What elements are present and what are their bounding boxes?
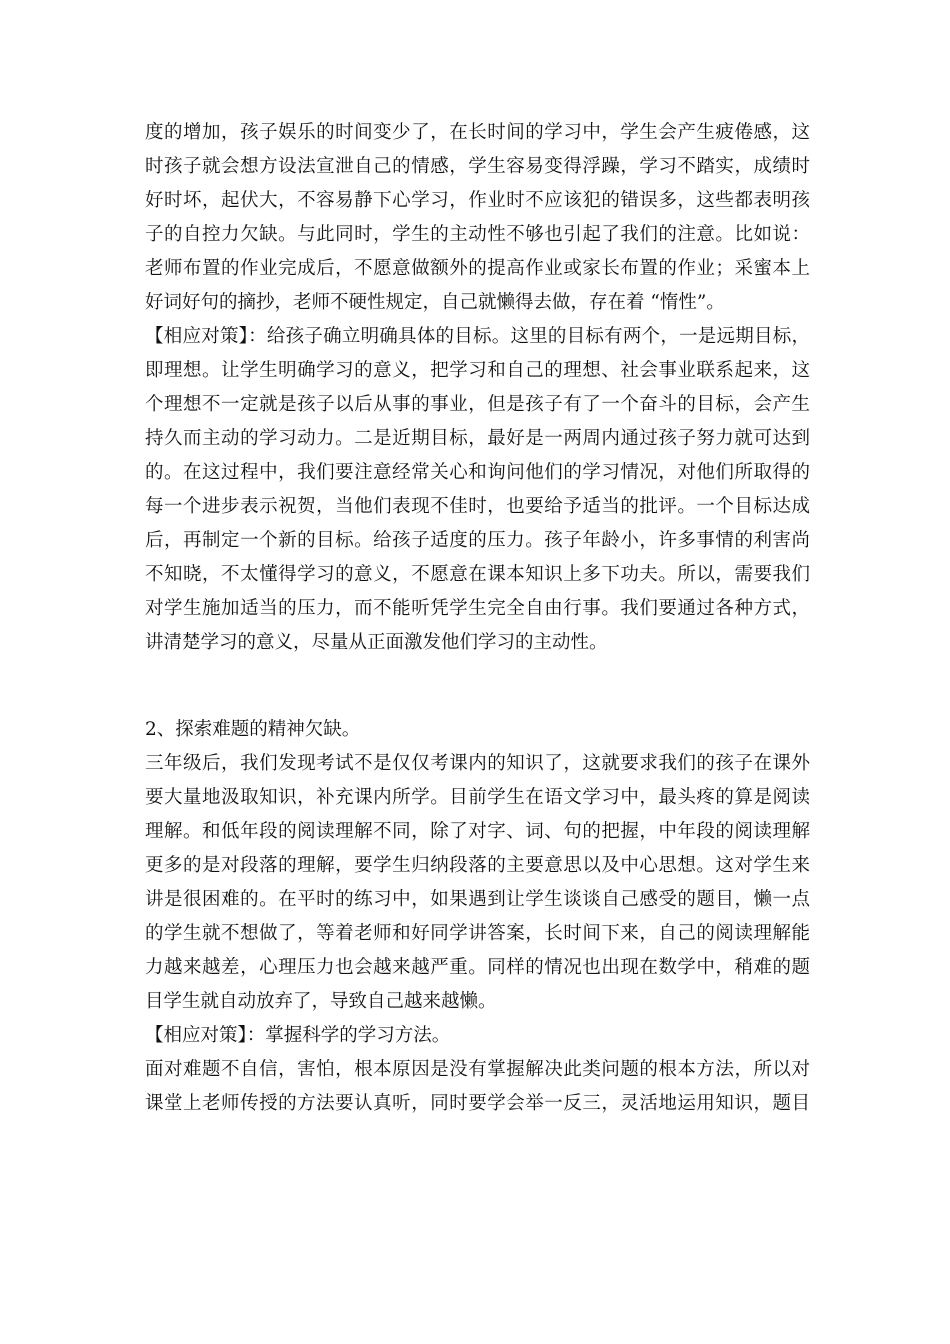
text-line: 个理想不一定就是孩子以后从事的事业，但是孩子有了一个奋斗的目标，会产生 — [145, 394, 810, 415]
text-line: 【相应对策】：给孩子确立明确具体的目标。这里的目标有两个，一是远期目标， — [145, 326, 810, 347]
paragraph-self-control — [145, 116, 810, 320]
text-line: 子的自控力欠缺。与此同时，学生的主动性不够也引起了我们的注意。比如说： — [145, 224, 810, 245]
text-line: 好词好句的摘抄，老师不硬性规定，自己就懒得去做，存在着 “惰性”。 — [145, 292, 725, 313]
text-line: 课堂上老师传授的方法要认真听，同时要学会举一反三，灵活地运用知识，题目 — [145, 1093, 810, 1114]
text-line: 的学生就不想做了，等着老师和好同学讲答案，长时间下来，自己的阅读理解能 — [145, 923, 810, 944]
text-line: 目学生就自动放弃了，导致自己越来越懒。 — [145, 991, 497, 1012]
text-line: 好时坏，起伏大，不容易静下心学习，作业时不应该犯的错误多，这些都表明孩 — [145, 190, 810, 211]
text-line: 持久而主动的学习动力。二是近期目标，最好是一两周内通过孩子努力就可达到 — [145, 428, 810, 449]
text-line: 讲是很困难的。在平时的练习中，如果遇到让学生谈谈自己感受的题目，懒一点 — [145, 889, 810, 910]
text-line: 即理想。让学生明确学习的意义，把学习和自己的理想、社会事业联系起来，这 — [145, 360, 810, 381]
paragraph-study-methods — [145, 1053, 810, 1121]
text-line: 的。在这过程中，我们要注意经常关心和询问他们的学习情况，对他们所取得的 — [145, 462, 810, 483]
text-line: 面对难题不自信，害怕，根本原因是没有掌握解决此类问题的根本方法，所以对 — [145, 1059, 810, 1080]
text-line: 三年级后，我们发现考试不是仅仅考课内的知识了，这就要求我们的孩子在课外 — [145, 753, 810, 774]
paragraph-strategy-goals — [145, 320, 810, 660]
text-line: 讲清楚学习的意义，尽量从正面激发他们学习的主动性。 — [145, 632, 608, 653]
text-line: 要大量地汲取知识，补充课内所学。目前学生在语文学习中，最头疼的算是阅读 — [145, 787, 810, 808]
text-line: 后，再制定一个新的目标。给孩子适度的压力。孩子年龄小，许多事情的利害尚 — [145, 530, 810, 551]
text-line: 理解。和低年段的阅读理解不同，除了对字、词、句的把握，中年段的阅读理解 — [145, 821, 810, 842]
strategy-heading: 【相应对策】：掌握科学的学习方法。 — [145, 1025, 451, 1046]
text-line: 不知晓，不太懂得学习的意义，不愿意在课本知识上多下功夫。所以，需要我们 — [145, 564, 810, 585]
section-heading: 2、探索难题的精神欠缺。 — [145, 719, 361, 740]
text-line: 力越来越差，心理压力也会越来越严重。同样的情况也出现在数学中，稍难的题 — [145, 957, 810, 978]
text-line: 对学生施加适当的压力，而不能听凭学生完全自由行事。我们要通过各种方式， — [145, 598, 810, 619]
text-line: 老师布置的作业完成后，不愿意做额外的提高作业或家长布置的作业；采蜜本上 — [145, 258, 810, 279]
document-body — [145, 116, 810, 1121]
text-line: 时孩子就会想方设法宣泄自己的情感，学生容易变得浮躁，学习不踏实，成绩时 — [145, 156, 810, 177]
text-line: 度的增加，孩子娱乐的时间变少了，在长时间的学习中，学生会产生疲倦感，这 — [145, 122, 810, 143]
text-line: 每一个进步表示祝贺，当他们表现不佳时，也要给予适当的批评。一个目标达成 — [145, 496, 810, 517]
paragraph-difficult-problems — [145, 747, 810, 1019]
paragraph-spacer — [145, 660, 810, 713]
text-line: 更多的是对段落的理解，要学生归纳段落的主要意思以及中心思想。这对学生来 — [145, 855, 810, 876]
